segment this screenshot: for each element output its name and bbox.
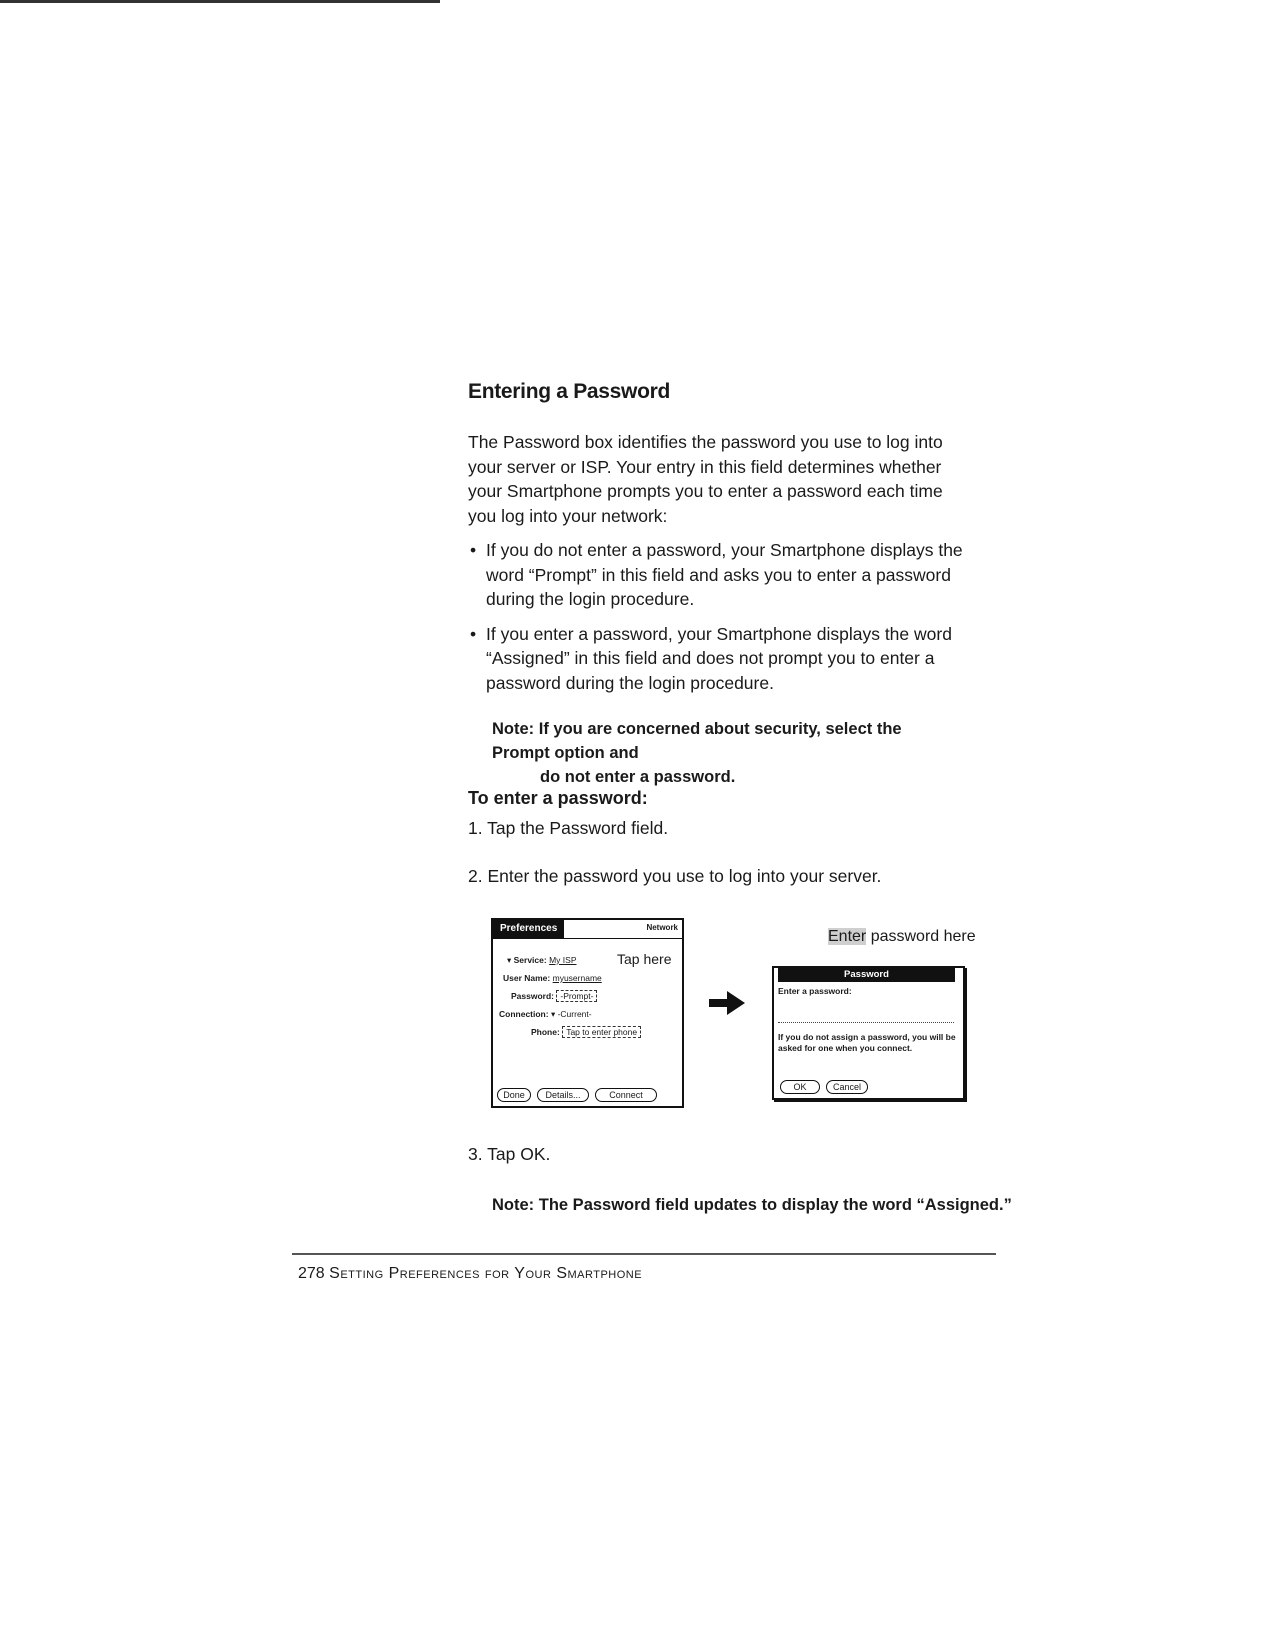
page-number: 278 [298,1265,325,1282]
connect-button[interactable]: Connect [595,1088,657,1102]
enter-password-callout [828,928,976,946]
service-label: ▾ Service: [507,955,547,965]
screen-title: Preferences [493,920,564,938]
page-footer [298,1265,642,1283]
callout-highlight: Enter [828,928,867,945]
note-text: The Password field updates to display the word “Assigned.” [538,1196,1012,1214]
username-value[interactable]: myusername [552,973,602,983]
bullet-item: • If you do not enter a password, your Smartphone displays the word “Prompt” in this field and asks you to enter a password during the login procedure. [468,538,968,612]
footer-rule [292,1253,996,1255]
chapter-title: Setting Preferences for Your Smartphone [329,1265,643,1282]
password-label: Password: [511,991,554,1001]
note-label: Note: [492,1196,535,1214]
procedure-heading: To enter a password: [468,788,648,808]
screen-header [493,920,682,939]
intro-paragraph: The Password box identifies the password you use to log into your server or ISP. Your entry in this field determines whether your Smartphone prompts you to enter a password each time you log into your network: [468,432,943,526]
done-button[interactable]: Done [497,1088,531,1102]
username-label: User Name: [503,973,551,983]
dialog-title: Password [778,968,955,982]
bullet-list [468,538,968,705]
service-row [507,955,577,966]
assigned-note [492,1196,1012,1215]
phone-label: Phone: [531,1027,560,1037]
preferences-screen-figure [491,918,684,1108]
phone-field[interactable]: Tap to enter phone [562,1026,641,1038]
cancel-button[interactable]: Cancel [826,1080,868,1094]
password-row [511,991,597,1001]
note-text-line1: If you are concerned about security, select the Prompt option and [492,720,902,762]
note-label: Note: [492,720,535,738]
connection-label: Connection: [499,1009,549,1019]
password-entry-line[interactable] [778,1022,954,1023]
network-tab[interactable]: Network [646,923,678,932]
password-field[interactable]: -Prompt- [556,990,597,1002]
right-arrow-icon [707,988,747,1018]
phone-row [531,1027,641,1037]
tap-here-callout: Tap here [617,951,672,967]
bullet-item: • If you enter a password, your Smartphone displays the word “Assigned” in this field and does not prompt you to enter a password during the login procedure. [468,622,968,696]
scan-edge-rule [0,0,440,3]
details-button[interactable]: Details... [537,1088,589,1102]
connection-value[interactable]: ▾ -Current- [550,1009,592,1019]
callout-rest: password here [866,928,976,945]
service-value[interactable]: My ISP [549,955,577,965]
username-row [503,973,602,983]
step-1: 1. Tap the Password field. [468,818,669,838]
password-dialog-figure [772,966,965,1100]
section-heading: Entering a Password [468,380,671,403]
step-2: 2. Enter the password you use to log into your server. [468,866,882,886]
note-text-line2: do not enter a password. [540,768,736,786]
connection-row [499,1009,592,1020]
step-3: 3. Tap OK. [468,1144,551,1164]
ok-button[interactable]: OK [780,1080,820,1094]
security-note [492,717,962,789]
dialog-message: If you do not assign a password, you will be asked for one when you connect. [778,1032,956,1053]
dialog-prompt: Enter a password: [778,986,852,996]
